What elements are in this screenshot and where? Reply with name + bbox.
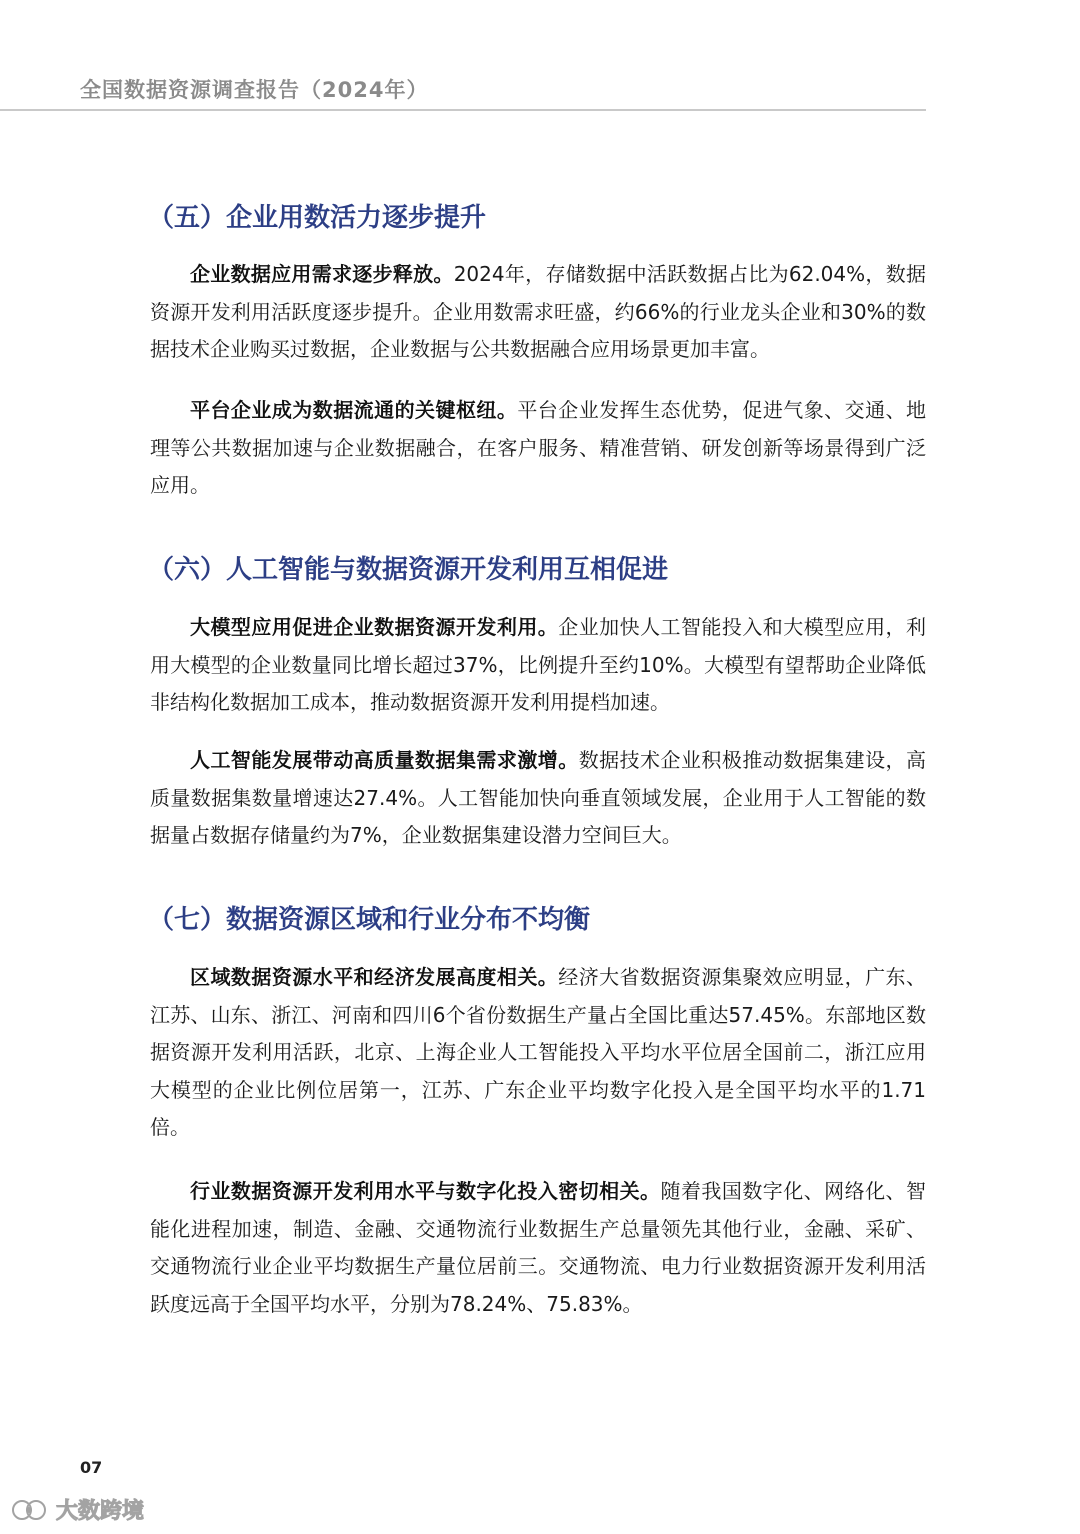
paragraph-lead: 大模型应用促进企业数据资源开发利用。 [190, 615, 559, 639]
paragraph-lead: 行业数据资源开发利用水平与数字化投入密切相关。 [190, 1179, 661, 1203]
watermark [10, 1494, 144, 1525]
paragraph [150, 392, 926, 505]
section-heading-6: （六）人工智能与数据资源开发利用互相促进 [148, 555, 669, 585]
header-divider [0, 109, 926, 111]
watermark-logo-icon [10, 1496, 50, 1524]
paragraph-lead: 企业数据应用需求逐步释放。 [190, 262, 454, 286]
section-heading-7: （七）数据资源区域和行业分布不均衡 [148, 905, 591, 935]
paragraph [150, 609, 926, 722]
section-heading-5: （五）企业用数活力逐步提升 [148, 203, 487, 233]
paragraph-body: 企业加快人工智能投入和大模型应用，利用大模型的企业数量同比增长超过37%，比例提升至约10%。大模型有望帮助企业降低非结构化数据加工成本，推动数据资源开发利用提档加速。 [150, 615, 927, 714]
paragraph-body: 平台企业发挥生态优势，促进气象、交通、地理等公共数据加速与企业数据融合，在客户服务、精准营销、研发创新等场景得到广泛应用。 [150, 398, 927, 497]
paragraph-lead: 区域数据资源水平和经济发展高度相关。 [190, 965, 559, 989]
paragraph-lead: 人工智能发展带动高质量数据集需求激增。 [190, 748, 579, 772]
watermark-text: 大数跨境 [56, 1499, 145, 1524]
paragraph-body: 2024年，存储数据中活跃数据占比为62.04%，数据资源开发利用活跃度逐步提升。企业用数需求旺盛，约66%的行业龙头企业和30%的数据技术企业购买过数据，企业数据与公共数据融合应用场景更加丰富。 [150, 262, 926, 361]
paragraph [150, 742, 926, 855]
paragraph [150, 256, 926, 369]
paragraph-body: 数据技术企业积极推动数据集建设，高质量数据集数量增速达27.4%。人工智能加快向垂直领域发展，企业用于人工智能的数据量占数据存储量约为7%，企业数据集建设潜力空间巨大。 [150, 748, 927, 847]
report-header-title: 全国数据资源调查报告（2024年） [80, 78, 429, 102]
paragraph [150, 1173, 926, 1323]
paragraph [150, 959, 926, 1147]
page-number: 07 [80, 1458, 103, 1477]
paragraph-lead: 平台企业成为数据流通的关键枢纽。 [190, 398, 518, 422]
paragraph-body: 随着我国数字化、网络化、智能化进程加速，制造、金融、交通物流行业数据生产总量领先其他行业，金融、采矿、交通物流行业企业平均数据生产量位居前三。交通物流、电力行业数据资源开发利用活跃度远高于全国平均水平，分别为78.24%、75.83%。 [150, 1179, 927, 1316]
paragraph-body: 经济大省数据资源集聚效应明显，广东、江苏、山东、浙江、河南和四川6个省份数据生产量占全国比重达57.45%。东部地区数据资源开发利用活跃，北京、上海企业人工智能投入平均水平位居全国前二，浙江应用大模型的企业比例位居第一，江苏、广东企业平均数字化投入是全国平均水平的1.71倍。 [150, 965, 927, 1139]
